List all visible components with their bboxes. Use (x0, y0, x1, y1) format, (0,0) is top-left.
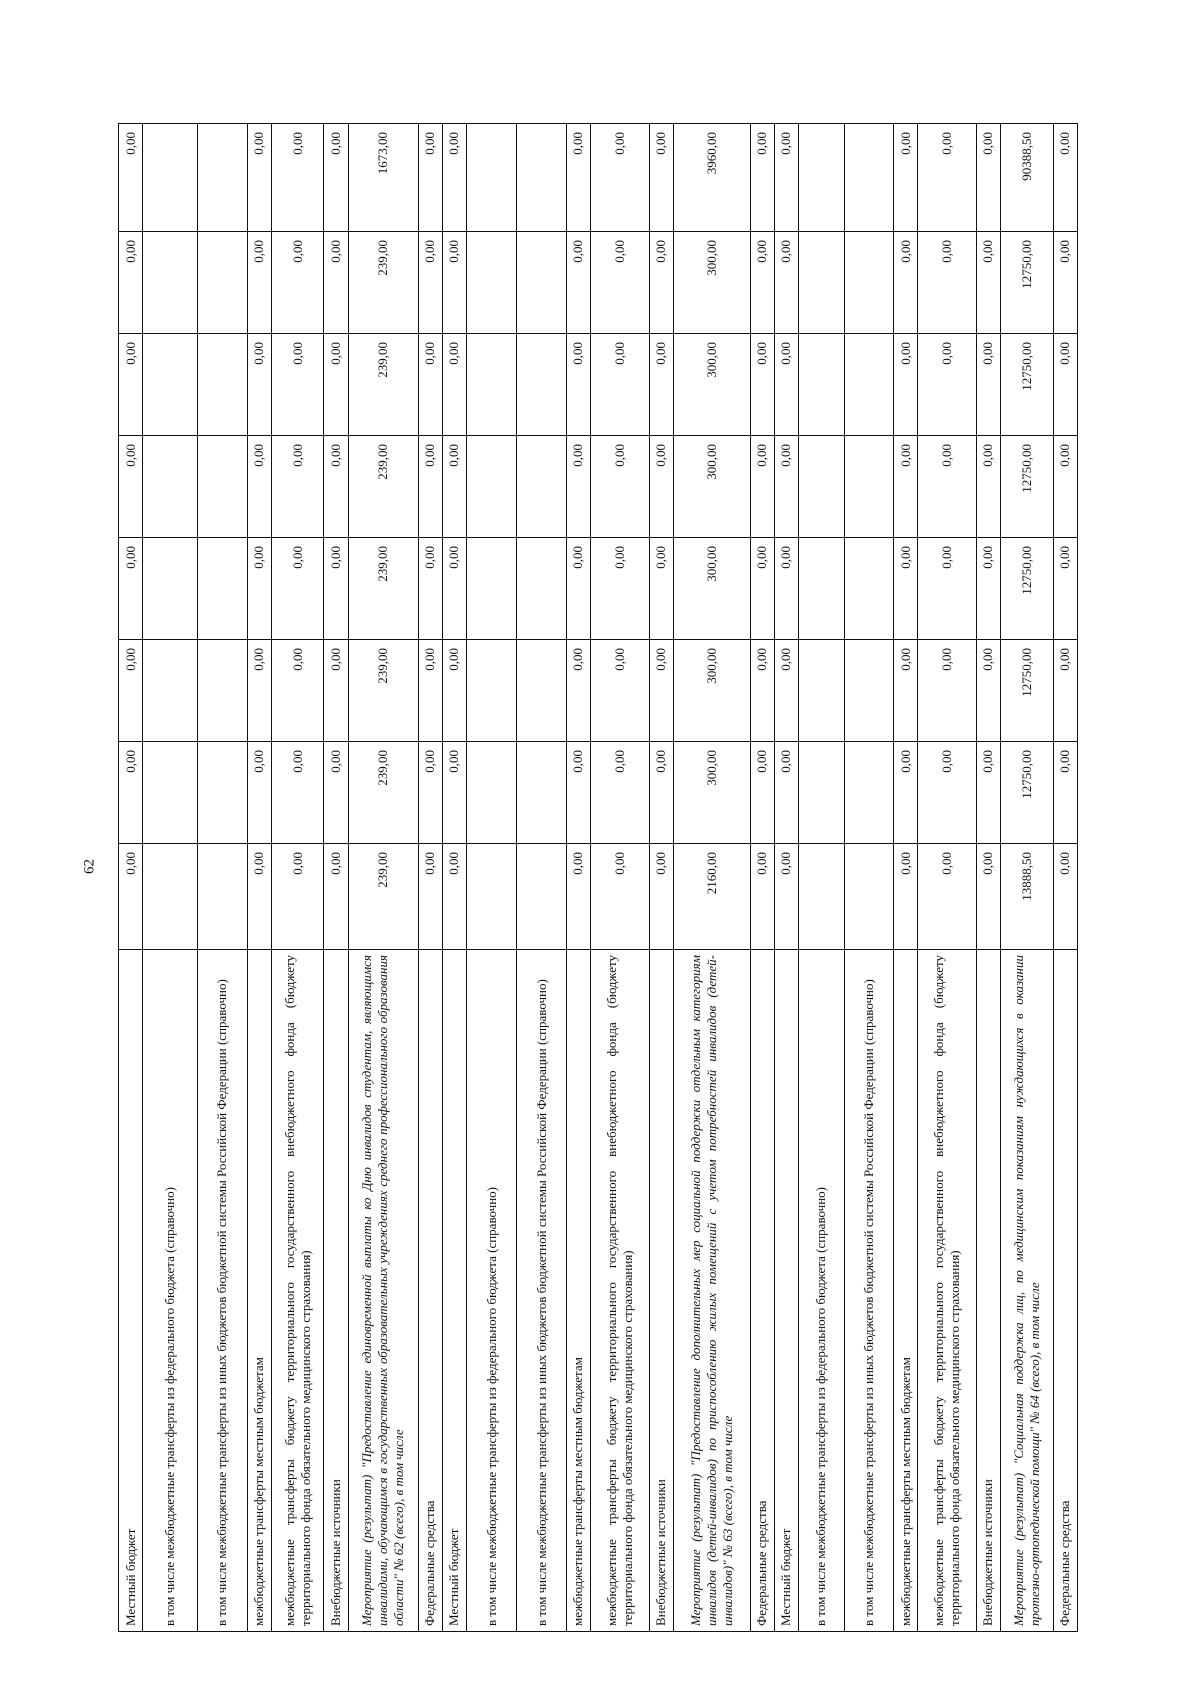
value-cell: 0,00 (324, 436, 348, 538)
value-cell (844, 742, 893, 844)
row-label: в том числе межбюджетные трансферты из федерального бюджета (справочно) (142, 950, 197, 1632)
row-label: Местный бюджет (442, 950, 466, 1632)
value-cell: 0,00 (649, 124, 673, 232)
value-cell: 0,00 (918, 538, 977, 640)
value-cell: 0,00 (774, 124, 798, 232)
value-cell: 0,00 (976, 232, 1000, 334)
value-cell: 0,00 (247, 742, 271, 844)
value-cell: 239,00 (348, 232, 418, 334)
value-cell: 2160,00 (673, 844, 750, 950)
value-cell: 0,00 (750, 436, 774, 538)
value-cell: 90388,50 (1000, 124, 1053, 232)
value-cell: 0,00 (566, 232, 590, 334)
value-cell: 239,00 (348, 436, 418, 538)
value-cell: 300,00 (673, 640, 750, 742)
value-cell: 0,00 (442, 436, 466, 538)
value-cell: 0,00 (119, 436, 143, 538)
value-cell: 300,00 (673, 742, 750, 844)
value-cell (798, 124, 844, 232)
value-cell: 0,00 (918, 742, 977, 844)
value-cell: 0,00 (271, 538, 324, 640)
value-cell: 0,00 (442, 742, 466, 844)
value-cell: 0,00 (247, 232, 271, 334)
value-cell (517, 640, 566, 742)
value-cell (142, 844, 197, 950)
value-cell: 0,00 (649, 742, 673, 844)
value-cell: 1673,00 (348, 124, 418, 232)
value-cell (517, 742, 566, 844)
row-label: межбюджетные трансферты местным бюджетам (247, 950, 271, 1632)
row-label: межбюджетные трансферты бюджету территориального государственного внебюджетного фонда (бюджету территориального фонда обязательного медицинского страхования) (590, 950, 649, 1632)
value-cell: 3960,00 (673, 124, 750, 232)
value-cell: 0,00 (418, 232, 442, 334)
table-row (976, 124, 1000, 1632)
value-cell (198, 538, 247, 640)
table-row (1000, 124, 1053, 1632)
row-label: межбюджетные трансферты бюджету территориального государственного внебюджетного фонда (бюджету территориального фонда обязательного медицинского страхования) (271, 950, 324, 1632)
value-cell: 12750,00 (1000, 742, 1053, 844)
value-cell (844, 640, 893, 742)
value-cell (142, 232, 197, 334)
value-cell: 0,00 (590, 538, 649, 640)
value-cell (844, 538, 893, 640)
value-cell (466, 334, 517, 436)
table-row (918, 124, 977, 1632)
table-row (466, 124, 517, 1632)
table-row (844, 124, 893, 1632)
value-cell: 0,00 (271, 742, 324, 844)
row-label: в том числе межбюджетные трансферты из федерального бюджета (справочно) (466, 950, 517, 1632)
value-cell: 0,00 (418, 436, 442, 538)
value-cell: 0,00 (918, 232, 977, 334)
value-cell: 300,00 (673, 538, 750, 640)
value-cell: 12750,00 (1000, 232, 1053, 334)
value-cell: 0,00 (590, 232, 649, 334)
value-cell: 0,00 (774, 538, 798, 640)
value-cell: 0,00 (119, 742, 143, 844)
value-cell: 0,00 (442, 232, 466, 334)
value-cell: 0,00 (119, 538, 143, 640)
value-cell: 0,00 (750, 334, 774, 436)
value-cell (844, 436, 893, 538)
row-label: Местный бюджет (774, 950, 798, 1632)
value-cell: 0,00 (442, 124, 466, 232)
row-label: Мероприятие (результат) "Предоставление единовременной выплаты ко Дню инвалидов студентам, являющимся инвалидами, обучающимся в государственных образовательных учреждениях среднего профессионального образования области" № 62 (всего), в том числе (348, 950, 418, 1632)
value-cell: 0,00 (976, 844, 1000, 950)
row-label: Федеральные средства (418, 950, 442, 1632)
table-row (324, 124, 348, 1632)
value-cell: 0,00 (750, 538, 774, 640)
value-cell: 0,00 (894, 844, 918, 950)
value-cell: 0,00 (649, 232, 673, 334)
value-cell: 0,00 (442, 640, 466, 742)
value-cell: 0,00 (750, 124, 774, 232)
value-cell (198, 232, 247, 334)
value-cell (466, 640, 517, 742)
value-cell: 0,00 (271, 124, 324, 232)
value-cell (198, 334, 247, 436)
value-cell: 0,00 (649, 844, 673, 950)
value-cell: 0,00 (590, 640, 649, 742)
value-cell: 0,00 (566, 436, 590, 538)
value-cell (517, 844, 566, 950)
table-row (418, 124, 442, 1632)
value-cell: 239,00 (348, 334, 418, 436)
value-cell: 0,00 (119, 124, 143, 232)
value-cell: 0,00 (649, 334, 673, 436)
value-cell: 12750,00 (1000, 640, 1053, 742)
value-cell: 0,00 (324, 124, 348, 232)
value-cell (466, 538, 517, 640)
value-cell: 0,00 (894, 538, 918, 640)
value-cell: 0,00 (774, 436, 798, 538)
table-row (673, 124, 750, 1632)
value-cell: 0,00 (1053, 124, 1077, 232)
value-cell: 0,00 (566, 844, 590, 950)
value-cell (798, 538, 844, 640)
value-cell: 0,00 (566, 334, 590, 436)
value-cell: 0,00 (590, 334, 649, 436)
value-cell (198, 436, 247, 538)
value-cell: 12750,00 (1000, 334, 1053, 436)
table-row (198, 124, 247, 1632)
table-row (750, 124, 774, 1632)
table-row (271, 124, 324, 1632)
value-cell (466, 124, 517, 232)
value-cell: 0,00 (1053, 640, 1077, 742)
value-cell: 0,00 (774, 742, 798, 844)
value-cell: 0,00 (590, 436, 649, 538)
value-cell: 0,00 (324, 232, 348, 334)
row-label: в том числе межбюджетные трансферты из иных бюджетов бюджетной системы Российской Федерации (справочно) (517, 950, 566, 1632)
row-label: Мероприятие (результат) "Предоставление дополнительных мер социальной поддержки отдельным категориям инвалидов (детей-инвалидов) по приспособлению жилых помещений с учетом потребностей инвалидов (детей-инвалидов)" № 63 (всего), в том числе (673, 950, 750, 1632)
row-label: Внебюджетные источники (976, 950, 1000, 1632)
value-cell: 0,00 (649, 538, 673, 640)
value-cell: 0,00 (324, 742, 348, 844)
value-cell: 0,00 (894, 232, 918, 334)
value-cell: 0,00 (1053, 538, 1077, 640)
value-cell: 0,00 (271, 232, 324, 334)
value-cell: 0,00 (976, 334, 1000, 436)
value-cell: 12750,00 (1000, 436, 1053, 538)
budget-table-container (118, 124, 1078, 1632)
value-cell: 0,00 (918, 844, 977, 950)
value-cell (466, 436, 517, 538)
value-cell: 0,00 (976, 640, 1000, 742)
row-label: Местный бюджет (119, 950, 143, 1632)
value-cell: 0,00 (1053, 436, 1077, 538)
value-cell: 0,00 (590, 124, 649, 232)
value-cell (466, 232, 517, 334)
value-cell: 0,00 (1053, 844, 1077, 950)
value-cell (198, 640, 247, 742)
value-cell: 0,00 (271, 436, 324, 538)
row-label: в том числе межбюджетные трансферты из иных бюджетов бюджетной системы Российской Федерации (справочно) (844, 950, 893, 1632)
value-cell (142, 640, 197, 742)
value-cell: 0,00 (590, 844, 649, 950)
value-cell: 0,00 (247, 436, 271, 538)
value-cell: 300,00 (673, 232, 750, 334)
value-cell (466, 742, 517, 844)
value-cell: 0,00 (774, 640, 798, 742)
value-cell: 0,00 (247, 124, 271, 232)
value-cell (798, 334, 844, 436)
value-cell: 0,00 (894, 742, 918, 844)
value-cell: 0,00 (976, 538, 1000, 640)
value-cell: 0,00 (1053, 742, 1077, 844)
value-cell: 0,00 (750, 640, 774, 742)
value-cell: 239,00 (348, 640, 418, 742)
value-cell (798, 742, 844, 844)
value-cell: 0,00 (271, 640, 324, 742)
value-cell: 0,00 (324, 844, 348, 950)
value-cell: 0,00 (590, 742, 649, 844)
value-cell (798, 232, 844, 334)
table-row (247, 124, 271, 1632)
value-cell: 239,00 (348, 742, 418, 844)
budget-table (118, 123, 1078, 1632)
value-cell: 0,00 (442, 538, 466, 640)
table-row (566, 124, 590, 1632)
value-cell (844, 124, 893, 232)
row-label: межбюджетные трансферты местным бюджетам (894, 950, 918, 1632)
value-cell: 0,00 (418, 844, 442, 950)
value-cell (844, 334, 893, 436)
value-cell: 12750,00 (1000, 538, 1053, 640)
value-cell (142, 538, 197, 640)
row-label: в том числе межбюджетные трансферты из федерального бюджета (справочно) (798, 950, 844, 1632)
value-cell: 0,00 (247, 538, 271, 640)
value-cell: 0,00 (918, 640, 977, 742)
value-cell (844, 232, 893, 334)
value-cell: 0,00 (566, 538, 590, 640)
value-cell: 0,00 (418, 124, 442, 232)
table-row (894, 124, 918, 1632)
value-cell: 239,00 (348, 844, 418, 950)
value-cell (844, 844, 893, 950)
value-cell: 0,00 (976, 436, 1000, 538)
value-cell: 0,00 (894, 334, 918, 436)
row-label: Мероприятие (результат) "Социальная поддержка лиц, по медицинским показаниям нуждающихся в оказании протезно-ортопедической помощи" № 64 (всего), в том числе (1000, 950, 1053, 1632)
row-label: межбюджетные трансферты местным бюджетам (566, 950, 590, 1632)
row-label: Федеральные средства (750, 950, 774, 1632)
value-cell (198, 844, 247, 950)
value-cell: 13888,50 (1000, 844, 1053, 950)
value-cell: 0,00 (918, 334, 977, 436)
value-cell (142, 124, 197, 232)
value-cell: 0,00 (271, 334, 324, 436)
value-cell: 0,00 (418, 640, 442, 742)
value-cell: 0,00 (418, 538, 442, 640)
value-cell (798, 640, 844, 742)
value-cell: 0,00 (442, 844, 466, 950)
value-cell: 0,00 (894, 124, 918, 232)
table-row (348, 124, 418, 1632)
value-cell (466, 844, 517, 950)
value-cell: 0,00 (247, 844, 271, 950)
value-cell: 0,00 (119, 844, 143, 950)
value-cell: 0,00 (894, 436, 918, 538)
value-cell: 0,00 (324, 334, 348, 436)
value-cell (798, 844, 844, 950)
value-cell (517, 538, 566, 640)
value-cell: 0,00 (566, 742, 590, 844)
value-cell: 0,00 (918, 436, 977, 538)
value-cell: 0,00 (119, 232, 143, 334)
value-cell: 0,00 (418, 334, 442, 436)
value-cell: 300,00 (673, 436, 750, 538)
table-row (119, 124, 143, 1632)
value-cell: 0,00 (566, 640, 590, 742)
value-cell (517, 334, 566, 436)
value-cell: 0,00 (976, 742, 1000, 844)
row-label: Внебюджетные источники (324, 950, 348, 1632)
value-cell: 0,00 (750, 844, 774, 950)
table-row (774, 124, 798, 1632)
value-cell: 0,00 (750, 232, 774, 334)
table-row (590, 124, 649, 1632)
value-cell: 0,00 (566, 124, 590, 232)
value-cell (198, 124, 247, 232)
table-row (517, 124, 566, 1632)
value-cell: 0,00 (774, 334, 798, 436)
value-cell (798, 436, 844, 538)
row-label: в том числе межбюджетные трансферты из иных бюджетов бюджетной системы Российской Федерации (справочно) (198, 950, 247, 1632)
value-cell: 0,00 (247, 334, 271, 436)
table-row (649, 124, 673, 1632)
value-cell (142, 742, 197, 844)
value-cell: 0,00 (774, 844, 798, 950)
page-number: 62 (81, 859, 98, 874)
value-cell: 0,00 (119, 334, 143, 436)
value-cell (517, 232, 566, 334)
value-cell: 0,00 (918, 124, 977, 232)
value-cell: 300,00 (673, 334, 750, 436)
value-cell: 0,00 (649, 436, 673, 538)
table-row (442, 124, 466, 1632)
value-cell: 239,00 (348, 538, 418, 640)
row-label: межбюджетные трансферты бюджету территориального государственного внебюджетного фонда (бюджету территориального фонда обязательного медицинского страхования) (918, 950, 977, 1632)
value-cell (142, 334, 197, 436)
row-label: Федеральные средства (1053, 950, 1077, 1632)
value-cell (142, 436, 197, 538)
value-cell (517, 124, 566, 232)
value-cell: 0,00 (271, 844, 324, 950)
table-row (798, 124, 844, 1632)
value-cell: 0,00 (1053, 334, 1077, 436)
value-cell: 0,00 (1053, 232, 1077, 334)
value-cell (517, 436, 566, 538)
row-label: Внебюджетные источники (649, 950, 673, 1632)
value-cell: 0,00 (750, 742, 774, 844)
value-cell: 0,00 (442, 334, 466, 436)
value-cell: 0,00 (894, 640, 918, 742)
table-row (142, 124, 197, 1632)
table-body (119, 124, 1078, 1632)
value-cell (198, 742, 247, 844)
value-cell: 0,00 (324, 538, 348, 640)
value-cell: 0,00 (649, 640, 673, 742)
value-cell: 0,00 (418, 742, 442, 844)
value-cell: 0,00 (774, 232, 798, 334)
value-cell: 0,00 (976, 124, 1000, 232)
value-cell: 0,00 (119, 640, 143, 742)
value-cell: 0,00 (247, 640, 271, 742)
value-cell: 0,00 (324, 640, 348, 742)
table-row (1053, 124, 1077, 1632)
